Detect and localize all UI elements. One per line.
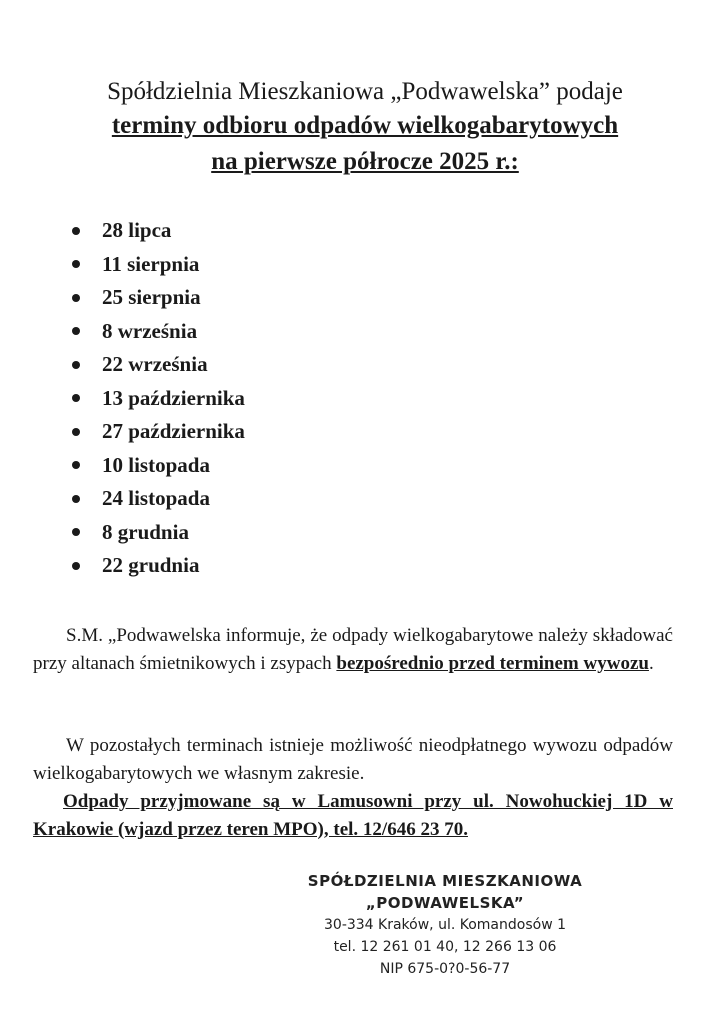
- date-label: 22 września: [102, 352, 208, 377]
- bullet-icon: [72, 294, 80, 302]
- bullet-icon: [72, 562, 80, 570]
- bullet-icon: [72, 227, 80, 235]
- stamp-line-3: 30-334 Kraków, ul. Komandosów 1: [324, 917, 566, 933]
- bullet-icon: [72, 461, 80, 469]
- info-paragraph-1: [33, 622, 673, 678]
- header-line-3: na pierwsze półrocze 2025 r.:: [211, 148, 519, 175]
- cooperative-stamp: [300, 870, 590, 980]
- date-label: 8 września: [102, 318, 198, 343]
- bullet-icon: [72, 394, 80, 402]
- header-line-2: terminy odbioru odpadów wielkogabarytowych: [111, 112, 619, 139]
- date-label: 10 listopada: [102, 452, 210, 477]
- date-label: 24 listopada: [102, 486, 210, 511]
- info-paragraph-3: Odpady przyjmowane są w Lamusowni przy ul. Nowohuckiej 1D w Krakowie (wjazd przez teren MPO), tel. 12/646 23 70.: [33, 791, 673, 840]
- info-end: .: [648, 653, 654, 674]
- bullet-icon: [72, 361, 80, 369]
- stamp-line-5: NIP 675-0?0-56-77: [379, 961, 511, 977]
- bullet-icon: [72, 428, 80, 436]
- date-label: 13 października: [102, 385, 245, 410]
- list-item: [68, 281, 245, 315]
- list-item: [68, 248, 245, 282]
- stamp-line-1: SPÓŁDZIELNIA MIESZKANIOWA: [307, 872, 583, 890]
- list-item: [68, 214, 245, 248]
- list-item: [68, 415, 245, 449]
- bullet-icon: [72, 495, 80, 503]
- date-label: 27 października: [102, 419, 245, 444]
- date-label: 11 sierpnia: [102, 251, 200, 276]
- bullet-icon: [72, 528, 80, 536]
- date-label: 8 grudnia: [102, 519, 189, 544]
- date-label: 28 lipca: [102, 218, 172, 243]
- date-label: 25 sierpnia: [102, 285, 201, 310]
- info-emphasis: bezpośrednio przed terminem wywozu: [336, 653, 649, 674]
- list-item: [68, 315, 245, 349]
- bullet-icon: [72, 260, 80, 268]
- date-label: 22 grudnia: [102, 553, 200, 578]
- info-paragraph-2: W pozostałych terminach istnieje możliwość nieodpłatnego wywozu odpadów wielkogabarytowych we własnym zakresie.: [33, 735, 673, 784]
- list-item: [68, 449, 245, 483]
- header-line-1: Spółdzielnia Mieszkaniowa „Podwawelska” podaje: [107, 78, 623, 105]
- bullet-icon: [72, 327, 80, 335]
- list-item: [68, 348, 245, 382]
- list-item: [68, 516, 245, 550]
- pickup-dates-list: [68, 214, 245, 583]
- list-item: [68, 482, 245, 516]
- list-item: [68, 549, 245, 583]
- stamp-line-2: „PODWAWELSKA”: [365, 894, 525, 912]
- info-text: S.M. „Podwawelska informuje, że odpady wielkogabarytowe należy składować przy altanach śmietnikowych i zsypach: [33, 625, 673, 674]
- stamp-line-4: tel. 12 261 01 40, 12 266 13 06: [333, 939, 557, 955]
- list-item: [68, 382, 245, 416]
